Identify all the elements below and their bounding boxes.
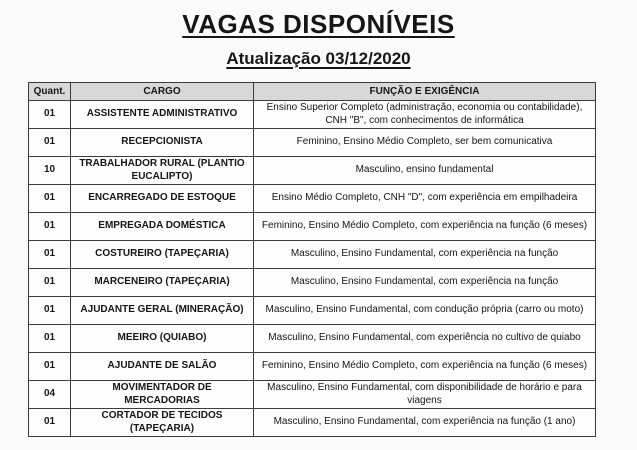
- position-cell: ENCARREGADO DE ESTOQUE: [71, 185, 254, 213]
- quantity-cell: 01: [29, 185, 71, 213]
- requirements-cell: Masculino, Ensino Fundamental, com experiência na função: [254, 241, 596, 269]
- page-title-text: VAGAS DISPONÍVEIS: [182, 9, 455, 39]
- requirements-cell: Masculino, Ensino Fundamental, com disponibilidade de horário e para viagens: [254, 381, 596, 409]
- page-title: [0, 0, 637, 40]
- quantity-cell: 01: [29, 269, 71, 297]
- table-row: [29, 353, 596, 381]
- quantity-cell: 01: [29, 325, 71, 353]
- quantity-cell: 10: [29, 157, 71, 185]
- quantity-cell: 01: [29, 101, 71, 129]
- position-cell: COSTUREIRO (TAPEÇARIA): [71, 241, 254, 269]
- requirements-cell: Ensino Superior Completo (administração, economia ou contabilidade), CNH "B", com conhecimentos de informática: [254, 101, 596, 129]
- column-header-position: CARGO: [71, 83, 254, 101]
- position-cell: CORTADOR DE TECIDOS (TAPEÇARIA): [71, 409, 254, 437]
- quantity-cell: 01: [29, 213, 71, 241]
- requirements-cell: Masculino, Ensino Fundamental, com experiência na função (1 ano): [254, 409, 596, 437]
- table-row: [29, 241, 596, 269]
- requirements-cell: Ensino Médio Completo, CNH "D", com experiência em empilhadeira: [254, 185, 596, 213]
- position-cell: MARCENEIRO (TAPEÇARIA): [71, 269, 254, 297]
- requirements-cell: Feminino, Ensino Médio Completo, com experiência na função (6 meses): [254, 213, 596, 241]
- update-date-subtitle: [0, 49, 637, 69]
- table-row: [29, 297, 596, 325]
- requirements-cell: Masculino, Ensino Fundamental, com condução própria (carro ou moto): [254, 297, 596, 325]
- column-header-requirements: FUNÇÃO E EXIGÊNCIA: [254, 83, 596, 101]
- table-header-row: [29, 83, 596, 101]
- table-row: [29, 185, 596, 213]
- position-cell: MOVIMENTADOR DE MERCADORIAS: [71, 381, 254, 409]
- requirements-cell: Feminino, Ensino Médio Completo, com experiência na função (6 meses): [254, 353, 596, 381]
- requirements-cell: Masculino, Ensino Fundamental, com experiência no cultivo de quiabo: [254, 325, 596, 353]
- requirements-cell: Masculino, Ensino Fundamental, com experiência na função: [254, 269, 596, 297]
- table-row: [29, 325, 596, 353]
- position-cell: ASSISTENTE ADMINISTRATIVO: [71, 101, 254, 129]
- position-cell: EMPREGADA DOMÉSTICA: [71, 213, 254, 241]
- column-header-quantity: Quant.: [29, 83, 71, 101]
- table-row: [29, 213, 596, 241]
- position-cell: RECEPCIONISTA: [71, 129, 254, 157]
- quantity-cell: 01: [29, 409, 71, 437]
- quantity-cell: 01: [29, 353, 71, 381]
- table-row: [29, 157, 596, 185]
- position-cell: MEEIRO (QUIABO): [71, 325, 254, 353]
- quantity-cell: 04: [29, 381, 71, 409]
- position-cell: AJUDANTE DE SALÃO: [71, 353, 254, 381]
- table-row: [29, 101, 596, 129]
- quantity-cell: 01: [29, 297, 71, 325]
- table-row: [29, 381, 596, 409]
- table-row: [29, 409, 596, 437]
- requirements-cell: Masculino, ensino fundamental: [254, 157, 596, 185]
- vacancies-table: [28, 82, 596, 437]
- table-row: [29, 269, 596, 297]
- quantity-cell: 01: [29, 241, 71, 269]
- quantity-cell: 01: [29, 129, 71, 157]
- table-row: [29, 129, 596, 157]
- position-cell: TRABALHADOR RURAL (PLANTIO EUCALIPTO): [71, 157, 254, 185]
- update-date-text: Atualização 03/12/2020: [226, 49, 411, 68]
- position-cell: AJUDANTE GERAL (MINERAÇÃO): [71, 297, 254, 325]
- requirements-cell: Feminino, Ensino Médio Completo, ser bem comunicativa: [254, 129, 596, 157]
